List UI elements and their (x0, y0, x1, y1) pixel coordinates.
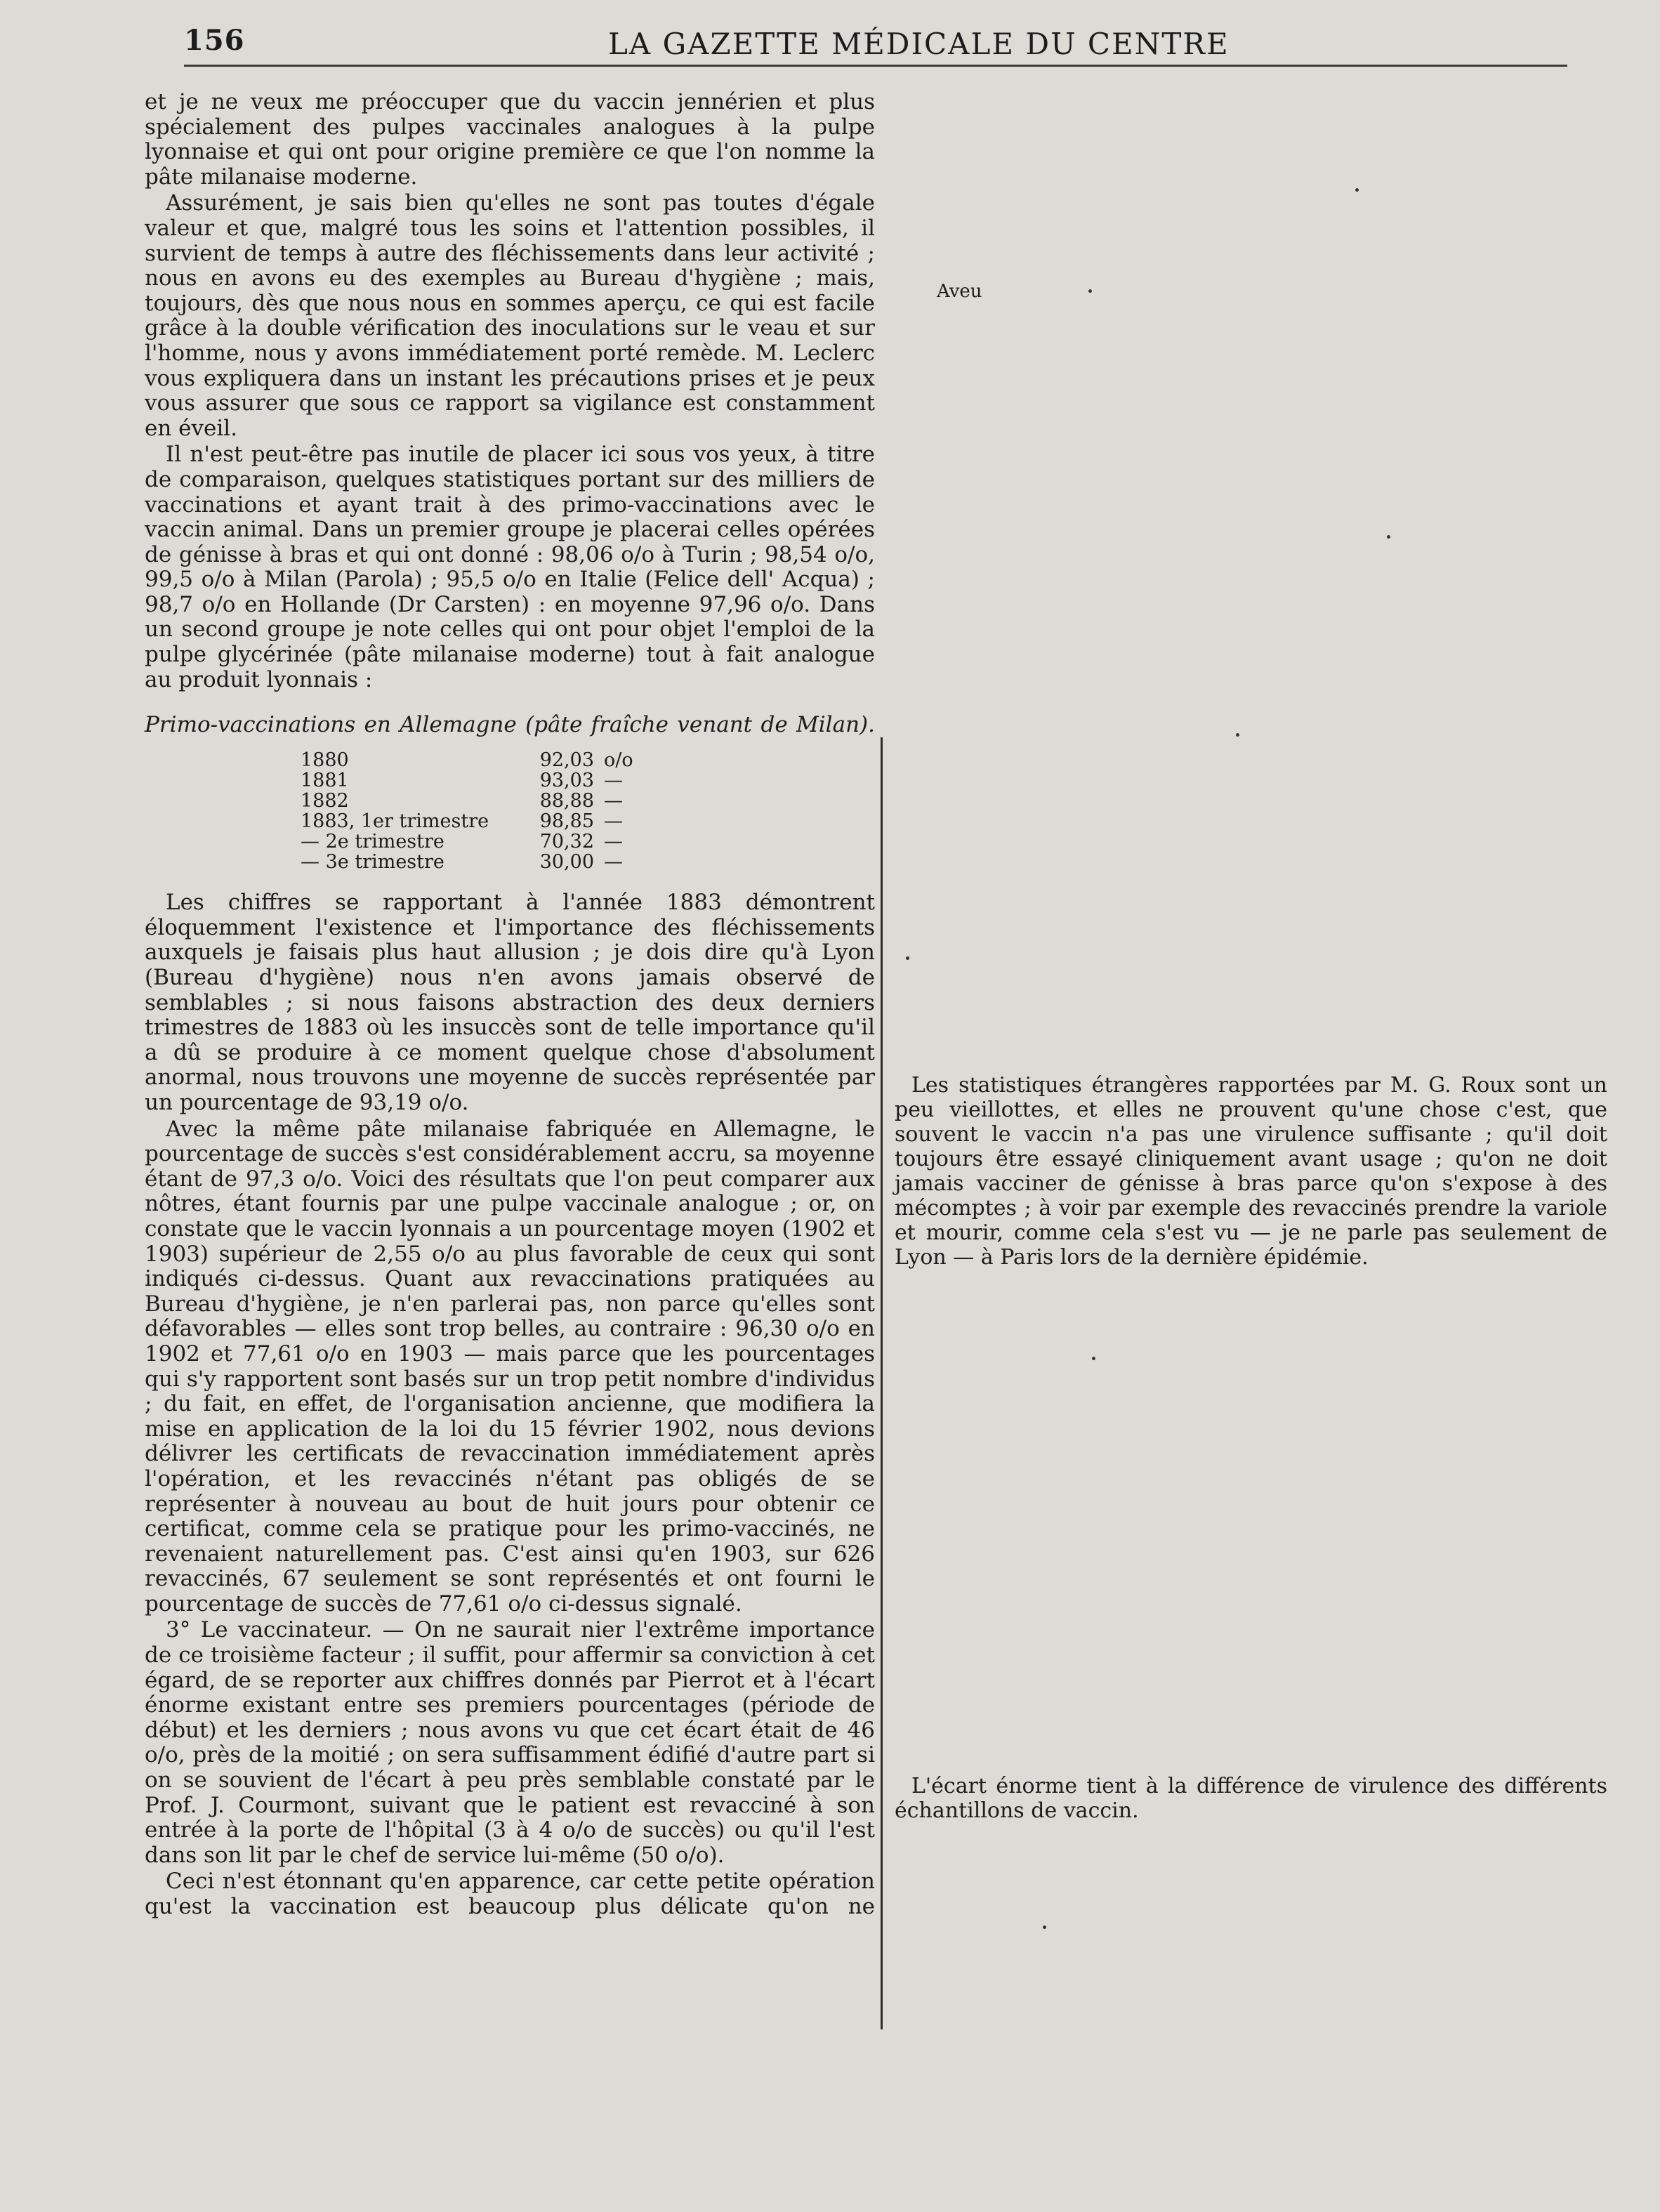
row-value: 93,03 (539, 770, 594, 792)
margin-note-aveu: Aveu (937, 281, 982, 302)
table-row (301, 852, 646, 872)
paragraph-3: Il n'est peut-être pas inutile de placer ici sous vos yeux, à titre de comparaison, quelques statistiques portant sur des milliers de vaccinations et ayant trait à des primo-vaccinations avec le vaccin animal. Dans un premier groupe je placerai celles opérées de génisse à bras et qui ont donné : 98,06 o/o à Turin ; 98,54 o/o, 99,5 o/o à Milan (Parola) ; 95,5 o/o en Italie (Felice dell' Acqua) ; 98,7 o/o en Hollande (Dr Carsten) : en moyenne 97,96 o/o. Dans un second groupe je note celles qui ont pour objet l'emploi de la pulpe glycérinée (pâte milanaise moderne) tout à fait analogue au produit lyonnais : (145, 442, 875, 692)
column-divider (881, 737, 883, 2029)
row-value: 30,00 (539, 851, 594, 874)
table-row (301, 811, 646, 831)
annotation-ecart (895, 1774, 1607, 1823)
row-value: 98,85 (539, 810, 594, 833)
vaccination-stats-table (301, 750, 646, 872)
page-number: 156 (184, 24, 245, 57)
row-label: 1882 (301, 790, 349, 812)
row-value: 70,32 (539, 831, 594, 853)
paragraph-4: Les chiffres se rapportant à l'année 1883 démontrent éloquemment l'existence et l'importance des fléchissements auxquels je faisais plus haut allusion ; je dois dire qu'à Lyon (Bureau d'hygiène) nous n'en avons jamais observé de semblables ; si nous faisons abstraction des deux derniers trimestres de 1883 où les insuccès sont de telle importance qu'il a dû se produire à ce moment quelque chose d'absolument anormal, nous trouvons une moyenne de succès représentée par un pourcentage de 93,19 o/o. (145, 890, 875, 1115)
table-row (301, 791, 646, 811)
annotation-statistics (895, 1073, 1607, 1270)
row-label: — 2e trimestre (301, 831, 444, 853)
left-text-column (145, 90, 875, 1921)
paragraph-5: Avec la même pâte milanaise fabriquée en Allemagne, le pourcentage de succès s'est considérablement accru, sa moyenne étant de 97,3 o/o. Voici des résultats que l'on peut comparer aux nôtres, étant fournis par une pulpe vaccinale analogue ; or, on constate que le vaccin lyonnais a un pourcentage moyen (1902 et 1903) supérieur de 2,55 o/o au plus favorable de ceux qui sont indiqués ci-dessus. Quant aux revaccinations pratiquées au Bureau d'hygiène, je n'en parlerai pas, non parce qu'elles sont défavorables — elles sont trop belles, au contraire : 96,30 o/o en 1902 et 77,61 o/o en 1903 — mais parce que les pourcentages qui s'y rapportent sont basés sur un trop petit nombre d'individus ; du fait, en effet, de l'organisation ancienne, que modifiera la mise en application de la loi du 15 février 1902, nous devions délivrer les certificats de revaccination immédiatement après l'opération, et les revaccinés n'étant pas obligés de se représenter à nouveau au bout de huit jours pour obtenir ce certificat, comme cela se pratique pour les primo-vaccinés, ne revenaient naturellement pas. C'est ainsi qu'en 1903, sur 626 revaccinés, 67 seulement se sont représentés et ont fourni le pourcentage de succès de 77,61 o/o ci-dessus signalé. (145, 1116, 875, 1617)
row-unit: o/o (604, 749, 633, 772)
row-label: 1881 (301, 770, 349, 792)
row-label: 1880 (301, 749, 349, 772)
row-unit: — (604, 831, 623, 853)
row-value: 88,88 (539, 790, 594, 812)
table-caption: Primo-vaccinations en Allemagne (pâte fraîche venant de Milan). (145, 712, 875, 738)
annotation-statistics-text: Les statistiques étrangères rapportées par M. G. Roux sont un peu vieillottes, et elles ne prouvent qu'une chose c'est, que souvent le vaccin n'a pas une virulence suffisante ; qu'il doit toujours être essayé cliniquement avant usage ; qu'on ne doit jamais vacciner de génisse à bras parce qu'on s'expose à des mécomptes ; à voir par exemple des revaccinés prendre la variole et mourir, comme cela s'est vu — je ne parle pas seulement de Lyon — à Paris lors de la dernière épidémie. (895, 1073, 1607, 1270)
table-row (301, 831, 646, 852)
paragraph-1: et je ne veux me préoccuper que du vaccin jennérien et plus spécialement des pulpes vaccinales analogues à la pulpe lyonnaise et qui ont pour origine première ce que l'on nomme la pâte milanaise moderne. (145, 89, 875, 190)
table-row (301, 770, 646, 791)
table-row (301, 750, 646, 770)
paragraph-7: Ceci n'est étonnant qu'en apparence, car cette petite opération qu'est la vaccination est beaucoup plus délicate qu'on ne (145, 1869, 875, 1919)
row-value: 92,03 (539, 749, 594, 772)
row-label: — 3e trimestre (301, 851, 444, 874)
paragraph-2: Assurément, je sais bien qu'elles ne sont pas toutes d'égale valeur et que, malgré tous les soins et l'attention possibles, il survient de temps à autre des fléchissements dans leur activité ; nous en avons eu des exemples au Bureau d'hygiène ; mais, toujours, dès que nous nous en sommes aperçu, ce qui est facile grâce à la double vérification des inoculations sur le veau et sur l'homme, nous y avons immédiatement porté remède. M. Leclerc vous expliquera dans un instant les précautions prises et je peux vous assurer que sous ce rapport sa vigilance est constamment en éveil. (145, 190, 875, 441)
row-unit: — (604, 851, 623, 874)
row-unit: — (604, 790, 623, 812)
row-unit: — (604, 810, 623, 833)
annotation-ecart-text: L'écart énorme tient à la différence de virulence des différents échantillons de vaccin. (895, 1774, 1607, 1823)
paragraph-6: 3° Le vaccinateur. — On ne saurait nier l'extrême importance de ce troisième facteur ; il suffit, pour affermir sa conviction à cet égard, de se reporter aux chiffres donnés par Pierrot et à l'écart énorme existant entre ses premiers pourcentages (période de début) et les derniers ; nous avons vu que cet écart était de 46 o/o, près de la moitié ; on sera suffisamment édifié d'autre part si on se souvient de l'écart à peu près semblable constaté par le Prof. J. Courmont, suivant que le patient est revacciné à son entrée à la porte de l'hôpital (3 à 4 o/o de succès) ou qu'il l'est dans son lit par le chef de service lui-même (50 o/o). (145, 1617, 875, 1868)
header-rule (184, 65, 1567, 67)
row-label: 1883, 1er trimestre (301, 810, 489, 833)
journal-title: LA GAZETTE MÉDICALE DU CENTRE (608, 27, 1230, 61)
row-unit: — (604, 770, 623, 792)
